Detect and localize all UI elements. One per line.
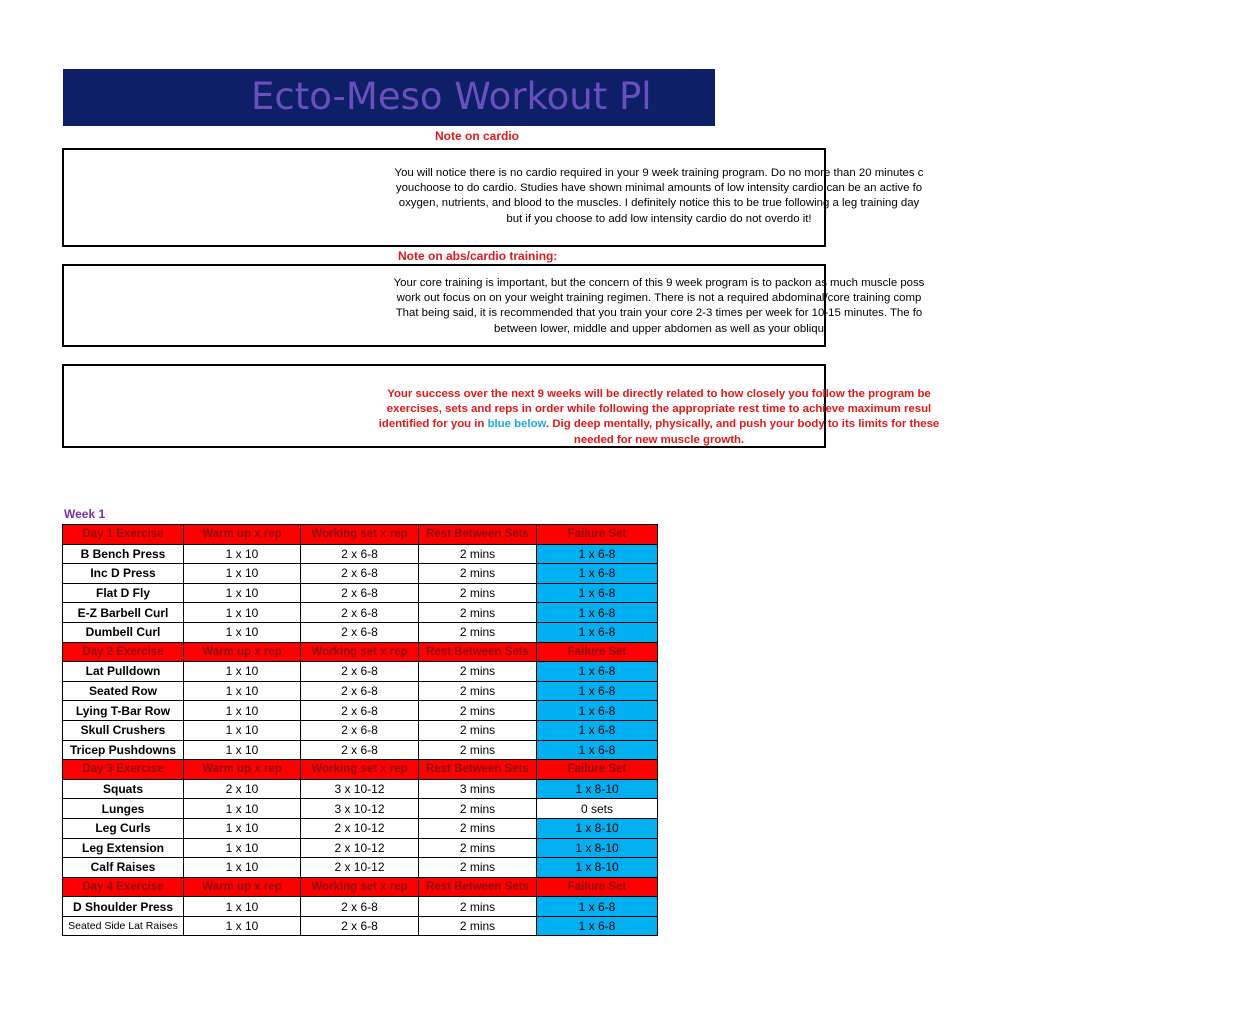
- rest-cell: 2 mins: [419, 916, 537, 936]
- note-abs-line: work out focus on on your weight training regimen. There is not a required abdominal/core training comp: [396, 292, 922, 305]
- failure-set-cell: 1 x 6-8: [537, 740, 658, 760]
- column-header-warm-up: Warm up x rep: [184, 760, 301, 780]
- rest-cell: 2 mins: [419, 701, 537, 721]
- working-set-cell: 3 x 10-12: [301, 799, 419, 819]
- note-cardio-box: [62, 148, 924, 247]
- failure-set-cell: 1 x 6-8: [537, 544, 658, 564]
- exercise-name: Calf Raises: [63, 858, 184, 878]
- note-cardio-line: but if you choose to add low intensity cardio do not overdo it!: [506, 212, 812, 225]
- column-header-rest: Rest Between Sets: [419, 877, 537, 897]
- table-row: [63, 916, 658, 936]
- table-row: [63, 740, 658, 760]
- warm-up-cell: 1 x 10: [184, 858, 301, 878]
- column-header-failure-set: Failure Set: [537, 877, 658, 897]
- column-header-rest: Rest Between Sets: [419, 525, 537, 545]
- rest-cell: 2 mins: [419, 897, 537, 917]
- exercise-name: Leg Curls: [63, 818, 184, 838]
- warm-up-cell: 2 x 10: [184, 779, 301, 799]
- success-note-line: exercises, sets and reps in order while following the appropriate rest time to achieve maximum resul: [386, 403, 932, 416]
- success-note-box: [62, 364, 940, 448]
- table-row: [63, 838, 658, 858]
- day-header: Day 4 Exercise: [63, 877, 184, 897]
- success-note-line: needed for new muscle growth.: [573, 433, 745, 446]
- day-header: Day 3 Exercise: [63, 760, 184, 780]
- failure-set-cell: 1 x 6-8: [537, 897, 658, 917]
- warm-up-cell: 1 x 10: [184, 740, 301, 760]
- exercise-name: Seated Row: [63, 681, 184, 701]
- note-cardio-line: youchoose to do cardio. Studies have shown minimal amounts of low intensity cardio can be an active fo: [395, 182, 923, 195]
- warm-up-cell: 1 x 10: [184, 564, 301, 584]
- failure-set-cell: 1 x 8-10: [537, 838, 658, 858]
- working-set-cell: 2 x 6-8: [301, 583, 419, 603]
- table-row: [63, 681, 658, 701]
- working-set-cell: 2 x 6-8: [301, 662, 419, 682]
- column-header-failure-set: Failure Set: [537, 525, 658, 545]
- rest-cell: 2 mins: [419, 583, 537, 603]
- failure-set-cell: 1 x 6-8: [537, 622, 658, 642]
- exercise-name: E-Z Barbell Curl: [63, 603, 184, 623]
- table-row: [63, 720, 658, 740]
- day-header-row: [63, 877, 658, 897]
- working-set-cell: 2 x 6-8: [301, 897, 419, 917]
- success-note-text: identified for you in: [378, 418, 488, 431]
- day-header: Day 1 Exercise: [63, 525, 184, 545]
- rest-cell: 2 mins: [419, 544, 537, 564]
- column-header-working-set: Working set x rep: [301, 642, 419, 662]
- column-header-rest: Rest Between Sets: [419, 760, 537, 780]
- warm-up-cell: 1 x 10: [184, 544, 301, 564]
- rest-cell: 2 mins: [419, 720, 537, 740]
- table-row: [63, 779, 658, 799]
- warm-up-cell: 1 x 10: [184, 838, 301, 858]
- exercise-name: Leg Extension: [63, 838, 184, 858]
- warm-up-cell: 1 x 10: [184, 583, 301, 603]
- column-header-warm-up: Warm up x rep: [184, 877, 301, 897]
- failure-set-cell: 1 x 6-8: [537, 720, 658, 740]
- page-title: Ecto-Meso Workout Pl: [251, 75, 652, 118]
- note-abs-line: That being said, it is recommended that you train your core 2-3 times per week for 10-15 minutes. The fo: [395, 307, 923, 320]
- warm-up-cell: 1 x 10: [184, 701, 301, 721]
- rest-cell: 2 mins: [419, 818, 537, 838]
- warm-up-cell: 1 x 10: [184, 916, 301, 936]
- column-header-working-set: Working set x rep: [301, 525, 419, 545]
- failure-set-cell: 1 x 6-8: [537, 564, 658, 584]
- working-set-cell: 2 x 10-12: [301, 838, 419, 858]
- failure-set-cell: 1 x 6-8: [537, 662, 658, 682]
- exercise-name: Lunges: [63, 799, 184, 819]
- rest-cell: 2 mins: [419, 858, 537, 878]
- exercise-name: Flat D Fly: [63, 583, 184, 603]
- rest-cell: 3 mins: [419, 779, 537, 799]
- failure-set-cell: 1 x 8-10: [537, 779, 658, 799]
- column-header-failure-set: Failure Set: [537, 760, 658, 780]
- success-note-line: Your success over the next 9 weeks will be directly related to how closely you follow the program be: [387, 388, 931, 400]
- note-cardio-line: oxygen, nutrients, and blood to the muscles. I definitely notice this to be true following a leg training day: [398, 197, 920, 210]
- column-header-rest: Rest Between Sets: [419, 642, 537, 662]
- table-row: [63, 583, 658, 603]
- rest-cell: 2 mins: [419, 603, 537, 623]
- working-set-cell: 2 x 6-8: [301, 740, 419, 760]
- rest-cell: 2 mins: [419, 799, 537, 819]
- success-note-text: . Dig deep mentally, physically, and push your body to its limits for these: [546, 418, 940, 431]
- table-row: [63, 818, 658, 838]
- working-set-cell: 2 x 10-12: [301, 818, 419, 838]
- rest-cell: 2 mins: [419, 681, 537, 701]
- warm-up-cell: 1 x 10: [184, 622, 301, 642]
- exercise-name: D Shoulder Press: [63, 897, 184, 917]
- note-cardio-title: Note on cardio: [435, 129, 520, 143]
- table-row: [63, 544, 658, 564]
- note-cardio-line: You will notice there is no cardio required in your 9 week training program. Do no more than 20 minutes c: [394, 167, 924, 179]
- table-row: [63, 799, 658, 819]
- exercise-name: Squats: [63, 779, 184, 799]
- note-abs-title: Note on abs/cardio training:: [398, 249, 558, 263]
- rest-cell: 2 mins: [419, 662, 537, 682]
- working-set-cell: 2 x 10-12: [301, 858, 419, 878]
- failure-set-cell: 1 x 6-8: [537, 603, 658, 623]
- exercise-name: Tricep Pushdowns: [63, 740, 184, 760]
- note-abs-line: between lower, middle and upper abdomen as well as your obliqu: [494, 322, 824, 335]
- working-set-cell: 2 x 6-8: [301, 701, 419, 721]
- exercise-name: Dumbell Curl: [63, 622, 184, 642]
- exercise-name: Lying T-Bar Row: [63, 701, 184, 721]
- warm-up-cell: 1 x 10: [184, 897, 301, 917]
- working-set-cell: 2 x 6-8: [301, 681, 419, 701]
- working-set-cell: 2 x 6-8: [301, 622, 419, 642]
- table-row: [63, 622, 658, 642]
- table-row: [63, 897, 658, 917]
- exercise-name: Inc D Press: [63, 564, 184, 584]
- success-note-line: [64, 417, 1254, 432]
- day-header-row: [63, 642, 658, 662]
- table-row: [63, 603, 658, 623]
- column-header-warm-up: Warm up x rep: [184, 525, 301, 545]
- note-abs-box: [62, 264, 925, 347]
- failure-set-cell: 1 x 8-10: [537, 818, 658, 838]
- table-row: [63, 701, 658, 721]
- column-header-failure-set: Failure Set: [537, 642, 658, 662]
- exercise-name: B Bench Press: [63, 544, 184, 564]
- working-set-cell: 2 x 6-8: [301, 916, 419, 936]
- rest-cell: 2 mins: [419, 622, 537, 642]
- failure-set-cell: 1 x 6-8: [537, 583, 658, 603]
- blue-below-highlight: blue below: [487, 418, 546, 431]
- warm-up-cell: 1 x 10: [184, 799, 301, 819]
- day-header: Day 2 Exercise: [63, 642, 184, 662]
- day-header-row: [63, 525, 658, 545]
- workout-table: [62, 524, 658, 936]
- rest-cell: 2 mins: [419, 564, 537, 584]
- exercise-name: Lat Pulldown: [63, 662, 184, 682]
- warm-up-cell: 1 x 10: [184, 818, 301, 838]
- working-set-cell: 2 x 6-8: [301, 603, 419, 623]
- warm-up-cell: 1 x 10: [184, 720, 301, 740]
- table-row: [63, 662, 658, 682]
- warm-up-cell: 1 x 10: [184, 603, 301, 623]
- day-header-row: [63, 760, 658, 780]
- failure-set-cell: 1 x 6-8: [537, 701, 658, 721]
- week-label: Week 1: [64, 507, 106, 521]
- column-header-warm-up: Warm up x rep: [184, 642, 301, 662]
- warm-up-cell: 1 x 10: [184, 662, 301, 682]
- table-row: [63, 564, 658, 584]
- working-set-cell: 2 x 6-8: [301, 564, 419, 584]
- exercise-name: Seated Side Lat Raises: [63, 916, 184, 936]
- column-header-working-set: Working set x rep: [301, 877, 419, 897]
- working-set-cell: 2 x 6-8: [301, 544, 419, 564]
- failure-set-cell: 1 x 6-8: [537, 681, 658, 701]
- rest-cell: 2 mins: [419, 838, 537, 858]
- failure-set-cell: 1 x 8-10: [537, 858, 658, 878]
- working-set-cell: 2 x 6-8: [301, 720, 419, 740]
- note-abs-line: Your core training is important, but the concern of this 9 week program is to packon as much muscle poss: [393, 277, 925, 289]
- working-set-cell: 3 x 10-12: [301, 779, 419, 799]
- failure-set-cell: 0 sets: [537, 799, 658, 819]
- table-row: [63, 858, 658, 878]
- warm-up-cell: 1 x 10: [184, 681, 301, 701]
- exercise-name: Skull Crushers: [63, 720, 184, 740]
- column-header-working-set: Working set x rep: [301, 760, 419, 780]
- failure-set-cell: 1 x 6-8: [537, 916, 658, 936]
- rest-cell: 2 mins: [419, 740, 537, 760]
